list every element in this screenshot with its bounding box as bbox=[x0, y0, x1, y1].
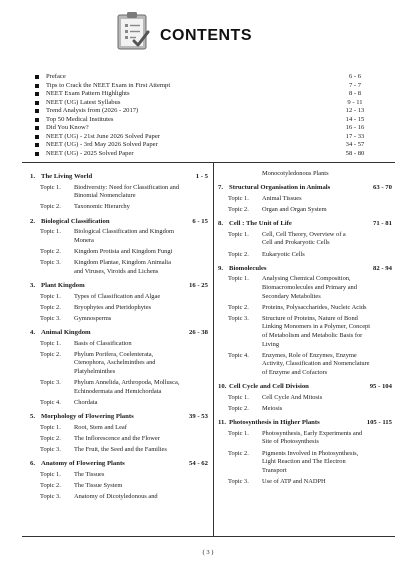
clipboard-checklist-icon bbox=[116, 10, 150, 50]
topic-item[interactable]: Topic 2. Meiosis bbox=[228, 405, 283, 412]
left-column bbox=[30, 170, 210, 505]
list-item[interactable]: Preface 6 - 6 bbox=[35, 73, 375, 82]
topic-item[interactable]: Topic 2. Phylum Porifera, Coelenterata, Ctenophora, Aschelminthes and Platyhelminthes bbox=[40, 350, 156, 376]
topic-item[interactable]: Topic 3. The Fruit, the Seed and the Families bbox=[40, 446, 167, 454]
topic-item[interactable]: Topic 3. Anatomy of Dicotyledonous and bbox=[40, 493, 158, 501]
topic-item[interactable]: Topic 4. Enzymes, Role of Enzymes, Enzyme Activity, Classification and Nomenclature of Enzyme and Cofactors bbox=[228, 351, 370, 377]
page-number: ( 3 ) bbox=[202, 549, 214, 556]
square-bullet-icon bbox=[35, 152, 39, 156]
topic-item[interactable]: Topic 1. Root, Stem and Leaf bbox=[40, 423, 127, 431]
right-column bbox=[218, 170, 394, 489]
list-item[interactable]: Trend Analysis from (2026 - 2017) 12 - 13 bbox=[35, 107, 375, 116]
square-bullet-icon bbox=[35, 135, 39, 139]
topic-item[interactable]: Topic 3. Phylum Annelida, Arthropoda, Mollusca, Echinodermata and Hemichordata bbox=[40, 379, 180, 395]
topic-item[interactable]: Topic 1. Biological Classification and Kingdom Monera bbox=[40, 228, 174, 244]
page-title: CONTENTS bbox=[160, 27, 252, 44]
topic-item[interactable]: Topic 2. Bryophytes and Pteridophytes bbox=[40, 303, 152, 311]
topic-item[interactable]: Topic 3. Kingdom Plantae, Kingdom Animalia and Viruses, Viroids and Lichens bbox=[40, 259, 171, 275]
square-bullet-icon bbox=[35, 143, 39, 147]
chapter-heading[interactable]: 10. Cell Cycle and Cell Division 95 - 104 bbox=[218, 383, 392, 391]
square-bullet-icon bbox=[35, 109, 39, 113]
chapter-heading[interactable]: 7. Structural Organisation in Animals 63 - 70 bbox=[218, 184, 392, 192]
list-item[interactable]: NEET (UG) Latest Syllabus 9 - 11 bbox=[35, 99, 375, 108]
topic-item[interactable]: Topic 2. The Tissue System bbox=[40, 482, 123, 490]
chapter-heading[interactable]: 4. Animal Kingdom 26 - 38 bbox=[30, 329, 208, 337]
topic-item[interactable]: Topic 1. Types of Classification and Algae bbox=[40, 292, 161, 300]
square-bullet-icon bbox=[35, 101, 39, 105]
chapter-heading[interactable]: 2. Biological Classification 6 - 15 bbox=[30, 217, 208, 225]
topic-item[interactable]: Topic 3. Gymnosperms bbox=[40, 314, 112, 322]
square-bullet-icon bbox=[35, 118, 39, 122]
square-bullet-icon bbox=[35, 75, 39, 79]
topic-item[interactable]: Topic 1. Analysing Chemical Composition, Biomacromolecules and Primary and Secondary Metabolites bbox=[228, 275, 357, 300]
bottom-divider bbox=[22, 536, 395, 537]
list-item[interactable]: Top 50 Medical Institutes 14 - 15 bbox=[35, 116, 375, 125]
topic-item[interactable]: Topic 2. Eukaryotic Cells bbox=[228, 250, 305, 258]
topic-item[interactable]: Topic 2. Pigments Involved in Photosynthesis, Light Reaction and The Electron Transport bbox=[228, 449, 359, 474]
topic-item[interactable]: Topic 2. Organ and Organ System bbox=[228, 205, 327, 213]
topic-item[interactable]: Topic 2. Proteins, Polysaccharides, Nucleic Acids bbox=[228, 303, 367, 311]
header bbox=[0, 0, 416, 62]
topic-item[interactable]: Topic 1. Basis of Classification bbox=[40, 339, 132, 347]
chapter-heading[interactable]: 8. Cell : The Unit of Life 71 - 81 bbox=[218, 220, 392, 228]
topic-item[interactable]: Topic 1. Photosynthesis, Early Experiments and Site of Photosynthesis bbox=[228, 429, 363, 446]
square-bullet-icon bbox=[35, 126, 39, 130]
topic-item[interactable]: Topic 3. Structure of Proteins, Nature of Bond Linking Monomers in a Polymer, Concept of Metabolism and Metabolic Basis for Living bbox=[228, 314, 371, 348]
topic-item[interactable]: Topic 1. Cell Cycle And Mitosis bbox=[228, 393, 323, 401]
topic-item[interactable]: Topic 4. Chordata bbox=[40, 399, 98, 406]
front-matter-list bbox=[35, 73, 375, 158]
topic-item[interactable]: Topic 1. Biodiversity: Need for Classification and Binomial Nomenclature bbox=[40, 183, 180, 200]
list-item[interactable]: NEET Exam Pattern Highlights 8 - 8 bbox=[35, 90, 375, 99]
chapter-heading[interactable]: 6. Anatomy of Flowering Plants 54 - 62 bbox=[30, 460, 208, 468]
list-item[interactable]: NEET (UG) - 2025 Solved Paper 58 - 80 bbox=[35, 150, 375, 159]
list-item[interactable]: NEET (UG) - 21st June 2026 Solved Paper 17 - 33 bbox=[35, 133, 375, 142]
topic-item[interactable]: Topic 3. Use of ATP and NADPH bbox=[228, 477, 326, 485]
list-item[interactable]: Tips to Crack the NEET Exam in First Attempt 7 - 7 bbox=[35, 82, 375, 91]
chapter-heading[interactable]: 9. Biomolecules 82 - 94 bbox=[218, 264, 392, 272]
list-item[interactable]: NEET (UG) - 3rd May 2026 Solved Paper 34 - 57 bbox=[35, 141, 375, 150]
chapter-heading[interactable]: 1. The Living World 1 - 5 bbox=[30, 173, 208, 180]
chapter-heading[interactable]: 5. Morphology of Flowering Plants 39 - 53 bbox=[30, 413, 208, 421]
topic-item[interactable]: Topic 1. The Tissues bbox=[40, 470, 105, 478]
column-divider bbox=[213, 162, 214, 536]
chapter-heading[interactable]: 3. Plant Kingdom 16 - 25 bbox=[30, 281, 208, 289]
topic-item[interactable]: Topic 1. Animal Tissues bbox=[228, 194, 302, 202]
list-item[interactable]: Did You Know? 16 - 16 bbox=[35, 124, 375, 133]
square-bullet-icon bbox=[35, 92, 39, 96]
topic-item[interactable]: Topic 2. Taxonomic Hierarchy bbox=[40, 203, 130, 211]
chapter-heading[interactable]: 11. Photosynthesis in Higher Plants 105 - 115 bbox=[218, 419, 392, 427]
top-divider bbox=[22, 162, 395, 163]
topic-item[interactable]: Topic 2. The Inflorescence and the Flower bbox=[40, 434, 160, 442]
topic-item[interactable]: Topic 2. Kingdom Protista and Kingdom Fungi bbox=[40, 247, 173, 255]
topic-continuation: Monocotyledonous Plants bbox=[262, 170, 329, 177]
square-bullet-icon bbox=[35, 84, 39, 88]
topic-item[interactable]: Topic 1. Cell, Cell Theory, Overview of a Cell and Prokaryotic Cells bbox=[228, 230, 346, 247]
